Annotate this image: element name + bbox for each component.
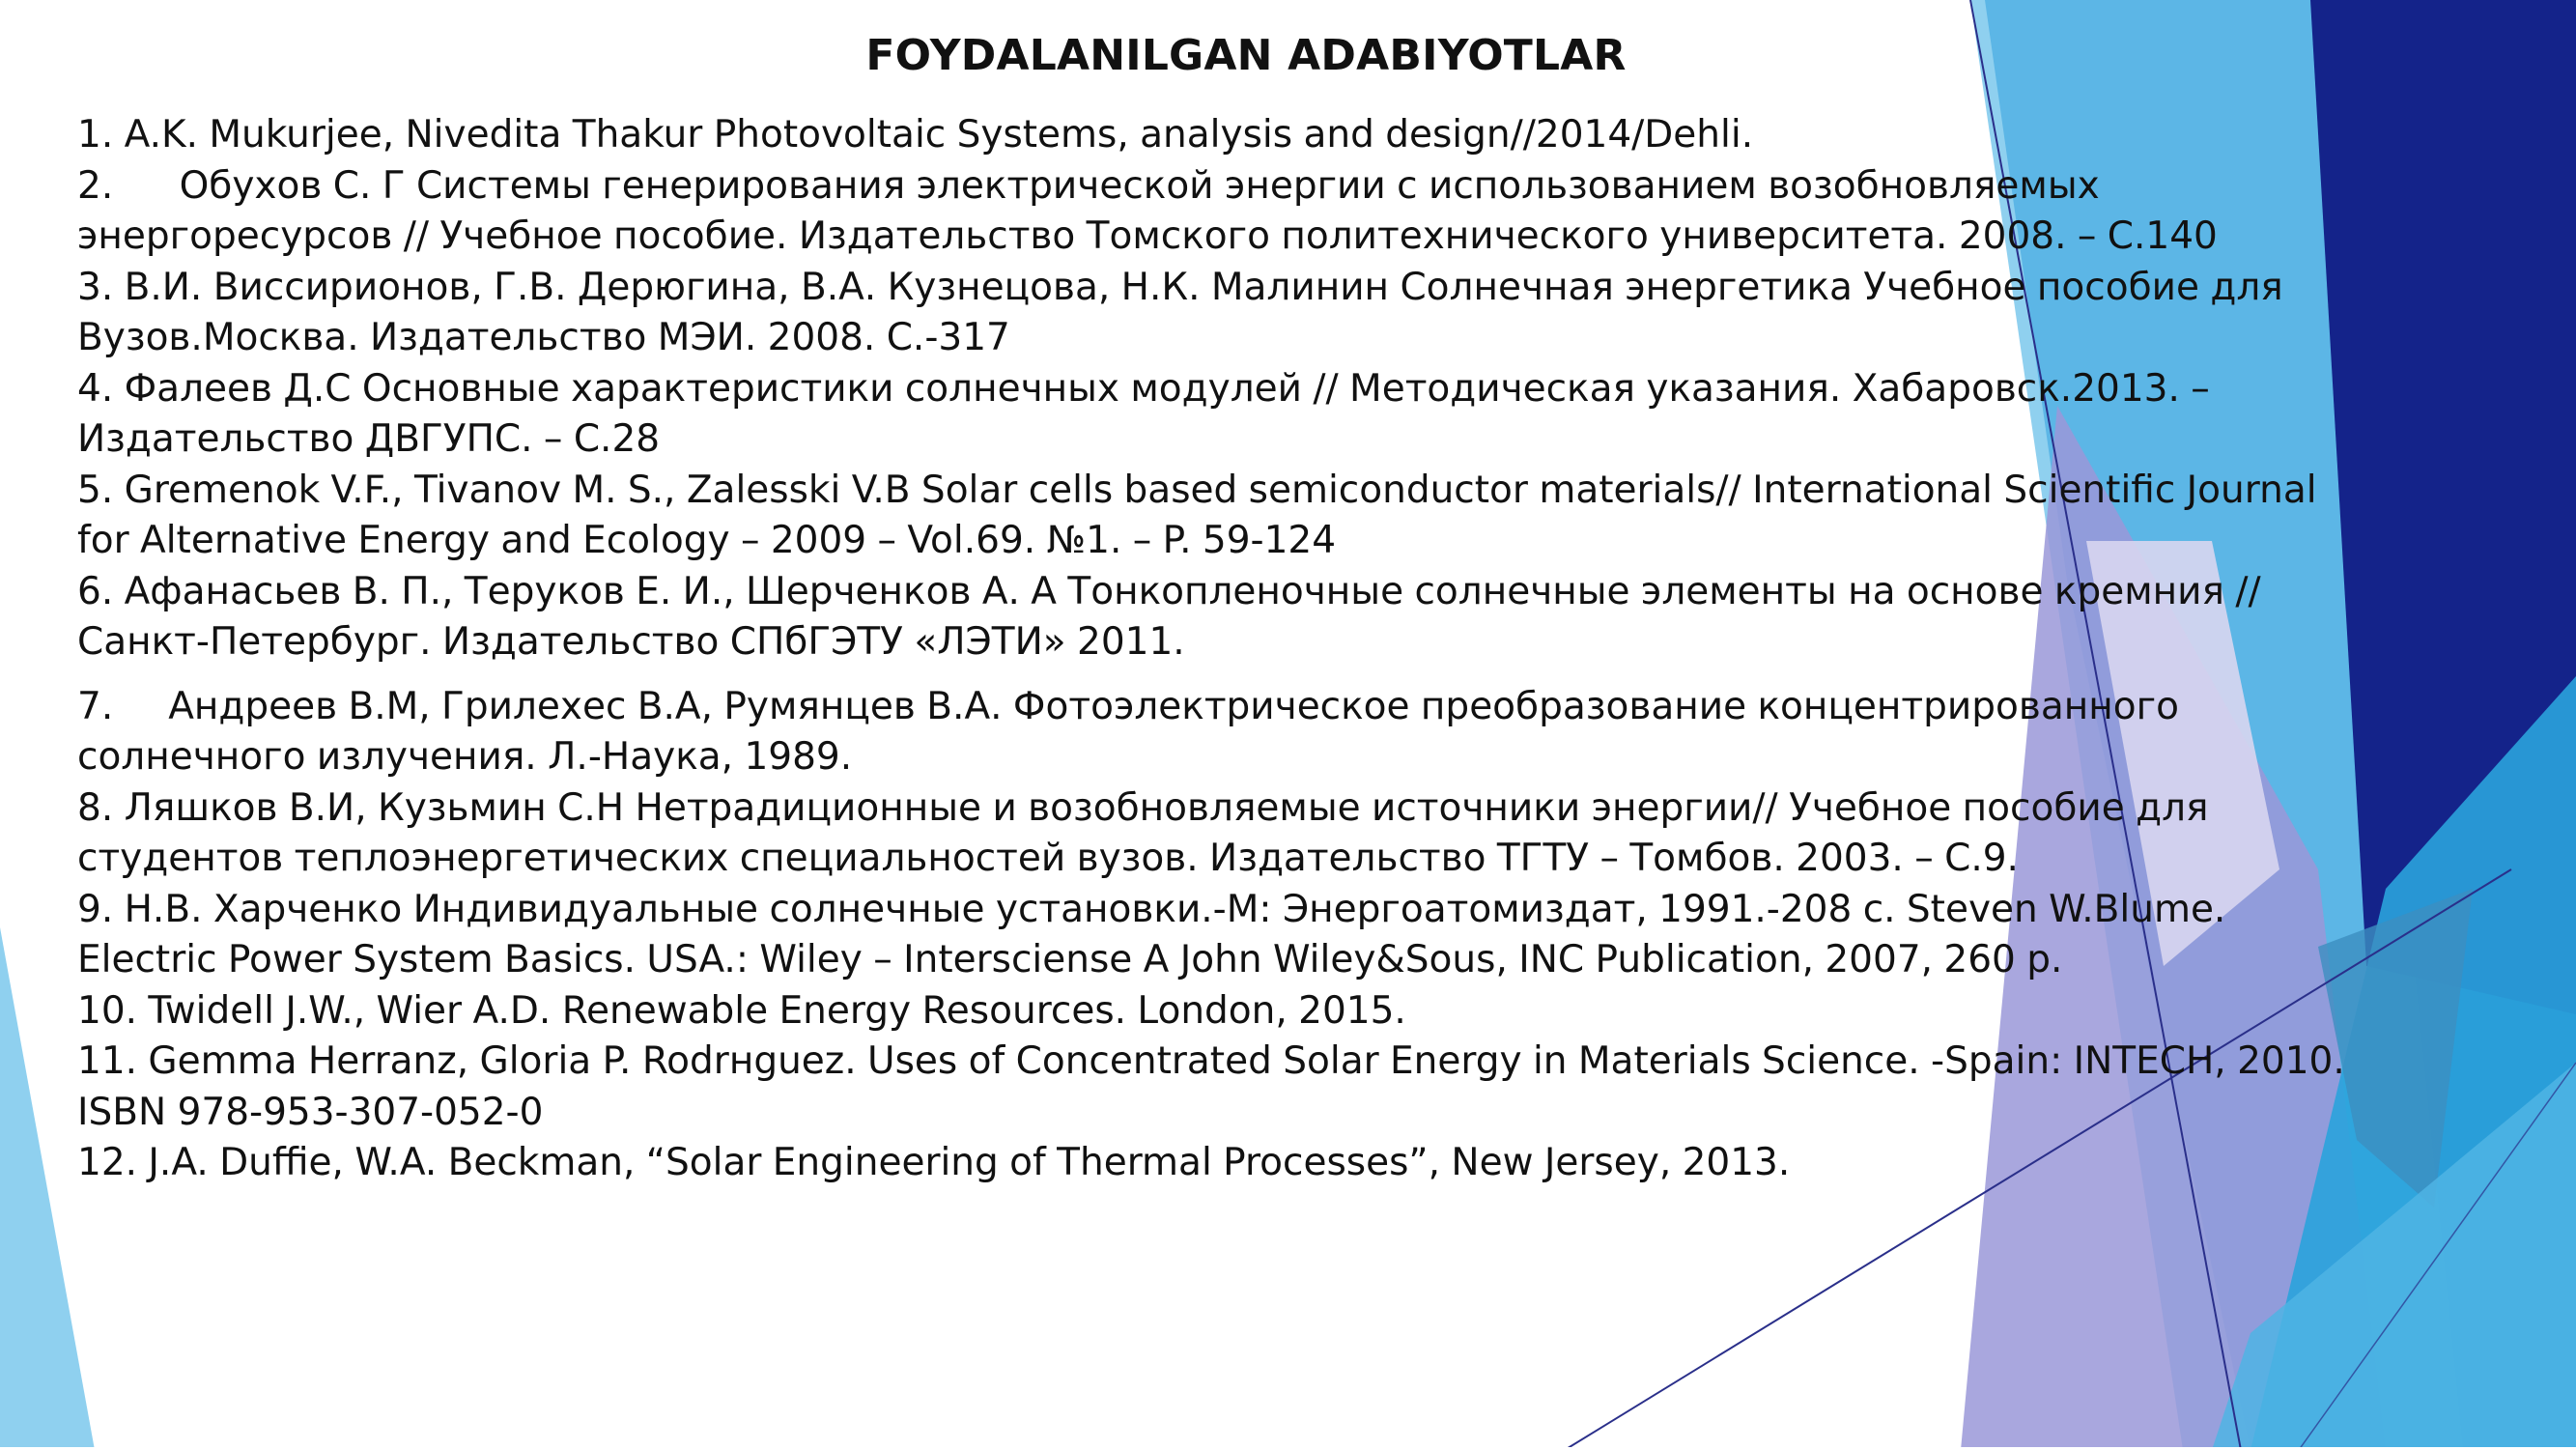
reference-item: 8. Ляшков В.И, Кузьмин С.Н Нетрадиционные и возобновляемые источники энергии// Учебное пособие для студентов теплоэнергетических специальностей вузов. Издательство ТГТУ – Томбов. 2003. – С.9. <box>77 785 2220 880</box>
reference-item: 5. Gremenok V.F., Tivanov M. S., Zalesski V.B Solar cells based semiconductor materials// International Scientific Journal for Alternative Energy and Ecology – 2009 – Vol.69. №1. – P. 59-124 <box>77 468 2328 562</box>
reference-item: 10. Twidell J.W., Wier A.D. Renewable Energy Resources. London, 2015. <box>77 988 1406 1033</box>
reference-list <box>77 110 2366 1189</box>
reference-item: 1. A.K. Mukurjee, Nivedita Thakur Photovoltaic Systems, analysis and design//2014/Dehli. <box>77 113 1754 156</box>
page-title: FOYDALANILGAN ADABIYOTLAR <box>865 31 1627 80</box>
reference-item: 12. J.A. Duffie, W.A. Beckman, “Solar Engineering of Thermal Processes”, New Jersey, 2013. <box>77 1141 1791 1184</box>
reference-item: 4. Фалеев Д.С Основные характеристики солнечных модулей // Методическая указания. Хабаровск.2013. – Издательство ДВГУПС. – С.28 <box>77 366 2222 461</box>
reference-item: 2. Обухов С. Г Системы генерирования электрической энергии с использованием возобновляемых энергоресурсов // Учебное пособие. Издательство Томского политехнического университета. 2008. – С.140 <box>77 163 2218 258</box>
reference-item: 3. В.И. Виссирионов, Г.В. Дерюгина, В.А. Кузнецова, Н.К. Малинин Солнечная энергетика Учебное пособие для Вузов.Москва. Издательство МЭИ. 2008. С.-317 <box>77 265 2295 359</box>
reference-item: 6. Афанасьев В. П., Теруков Е. И., Шерченков А. А Тонкопленочные солнечные элементы на основе кремния // Санкт-Петербург. Издательство СПбГЭТУ «ЛЭТИ» 2011. <box>77 569 2273 664</box>
reference-item: 11. Gemma Herranz, Gloria P. Rodrнguez. Uses of Concentrated Solar Energy in Materials Science. -Spain: INTECH, 2010. ISBN 978-953-307-052-0 <box>77 1039 2357 1134</box>
reference-item: 7. Андреев В.М, Грилехес В.А, Румянцев В.А. Фотоэлектрическое преобразование концентрированного солнечного излучения. Л.-Наука, 1989. <box>77 684 2191 779</box>
reference-item: 9. Н.В. Харченко Индивидуальные солнечные установки.-М: Энергоатомиздат, 1991.-208 с. Steven W.Blume. Electric Power System Basics. USA.: Wiley – Intersciense A John Wiley&Sous, INC Publication, 2007, 260 p. <box>77 887 2237 981</box>
